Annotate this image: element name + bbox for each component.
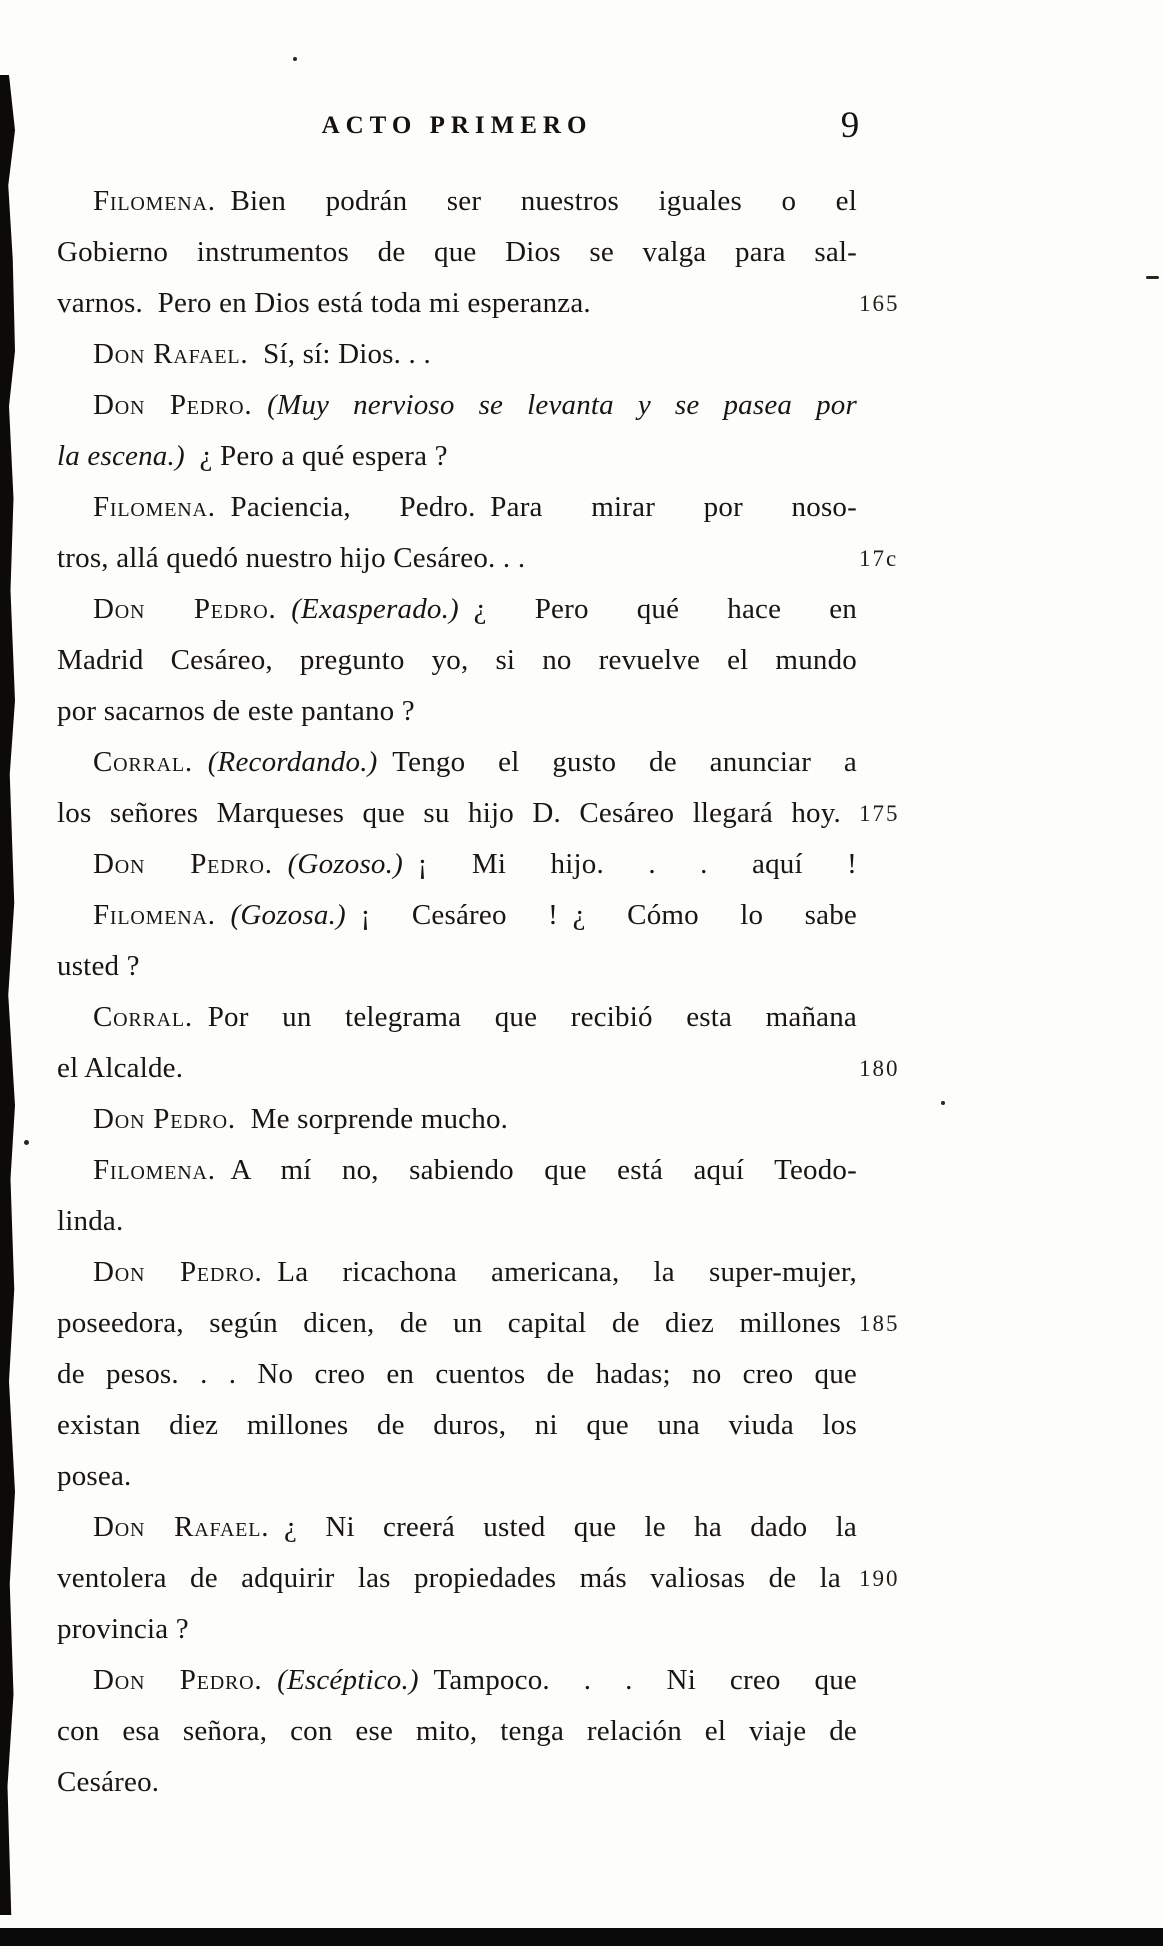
text-line xyxy=(57,1604,857,1655)
dialogue-text: Sí, sí: Dios. . . xyxy=(263,338,431,370)
text-line xyxy=(57,431,857,482)
dialogue-text: ¿ Cómo lo sabe xyxy=(572,899,857,931)
running-head-title: ACTO PRIMERO xyxy=(321,112,593,139)
dialogue-text: provincia ? xyxy=(57,1613,189,1645)
speaker-name: Don Pedro. xyxy=(93,1664,263,1696)
dialogue-text: con esa señora, con ese mito, tenga relación el viaje de xyxy=(57,1715,857,1747)
speaker-name: Corral. xyxy=(93,746,193,778)
dialogue-text: usted ? xyxy=(57,950,140,982)
text-line xyxy=(57,1706,857,1757)
text-line xyxy=(57,1655,857,1706)
text-line xyxy=(57,1196,857,1247)
speaker-name: Don Rafael. xyxy=(93,338,249,370)
text-line xyxy=(57,329,857,380)
dialogue-text: Tampoco. . . Ni creo que xyxy=(433,1664,857,1696)
speaker-name: Filomena. xyxy=(93,1154,216,1186)
dialogue-text: varnos. xyxy=(57,287,143,319)
text-line xyxy=(57,635,857,686)
dialogue-text: Por un telegrama que recibió esta mañana xyxy=(207,1001,857,1033)
dialogue-text: linda. xyxy=(57,1205,124,1237)
dialogue-text: Gobierno instrumentos de que Dios se valga para sal- xyxy=(57,236,857,268)
line-number: 17c xyxy=(859,546,899,571)
dialogue-text: ¿ Pero a qué espera ? xyxy=(199,440,448,472)
speaker-name: Don Pedro. xyxy=(93,1103,236,1135)
text-line xyxy=(57,890,857,941)
page-number: 9 xyxy=(840,105,860,146)
stage-direction: (Recordando.) xyxy=(207,746,378,778)
line-number: 180 xyxy=(859,1056,900,1081)
line-number: 165 xyxy=(859,291,900,316)
dialogue-text: ¿ Ni creerá usted que le ha dado la xyxy=(283,1511,857,1543)
line-number: 190 xyxy=(859,1566,900,1591)
text-line xyxy=(57,1553,900,1604)
dialogue-text: poseedora, según dicen, de un capital de diez millones xyxy=(57,1307,841,1339)
text-line xyxy=(57,686,857,737)
text-line xyxy=(57,1043,900,1094)
dialogue-text: ¡ Cesáreo ! xyxy=(360,899,558,931)
dialogue-text: ¡ Mi hijo. . . aquí ! xyxy=(417,848,857,880)
dialogue-text: ¿ Pero qué hace en xyxy=(473,593,857,625)
stage-direction: (Escéptico.) xyxy=(277,1664,419,1696)
line-number: 185 xyxy=(859,1311,900,1336)
text-line xyxy=(57,1502,857,1553)
text-line xyxy=(57,1145,857,1196)
text-line xyxy=(57,176,857,227)
dialogue-text: ventolera de adquirir las propiedades más valiosas de la xyxy=(57,1562,841,1594)
text-line xyxy=(57,380,857,431)
binding-shadow-band xyxy=(0,75,15,1915)
text-line xyxy=(57,1298,900,1349)
text-line xyxy=(57,482,857,533)
dialogue-text: existan diez millones de duros, ni que una viuda los xyxy=(57,1409,857,1441)
speaker-name: Don Pedro. xyxy=(93,1256,263,1288)
text-block xyxy=(57,176,900,1808)
speaker-name: Corral. xyxy=(93,1001,193,1033)
stage-direction: (Gozosa.) xyxy=(230,899,346,931)
text-line xyxy=(57,1247,857,1298)
dialogue-text: Pero en Dios está toda mi esperanza. xyxy=(157,287,591,319)
dialogue-text: posea. xyxy=(57,1460,132,1492)
stage-direction: (Muy nervioso se levanta y se pasea por xyxy=(267,389,857,421)
text-line xyxy=(57,788,900,839)
dialogue-text: Me sorprende mucho. xyxy=(250,1103,509,1135)
ink-speck xyxy=(1146,276,1159,279)
dialogue-text: Bien podrán ser nuestros iguales o el xyxy=(230,185,857,217)
stage-direction: (Exasperado.) xyxy=(291,593,459,625)
speaker-name: Filomena. xyxy=(93,185,216,217)
dialogue-text: de pesos. . . No creo en cuentos de hadas; no creo que xyxy=(57,1358,857,1390)
text-line xyxy=(57,992,857,1043)
dialogue-text: Para mirar por noso- xyxy=(490,491,857,523)
stage-direction: (Gozoso.) xyxy=(287,848,403,880)
dialogue-text: Tengo el gusto de anunciar a xyxy=(392,746,857,778)
text-line xyxy=(57,941,857,992)
speaker-name: Filomena. xyxy=(93,899,216,931)
dialogue-text: tros, allá quedó nuestro hijo Cesáreo. . . xyxy=(57,542,526,574)
line-number: 175 xyxy=(859,801,900,826)
dialogue-text: Paciencia, Pedro. xyxy=(230,491,476,523)
text-line xyxy=(57,584,857,635)
dialogue-text: el Alcalde. xyxy=(57,1052,184,1084)
text-line xyxy=(57,1451,857,1502)
dialogue-text: La ricachona americana, la super-mujer, xyxy=(277,1256,857,1288)
text-line xyxy=(57,278,900,329)
ink-speck xyxy=(24,1140,29,1145)
speaker-name: Don Rafael. xyxy=(93,1511,270,1543)
dialogue-text: A mí no, sabiendo que está aquí Teodo- xyxy=(230,1154,857,1186)
text-line xyxy=(57,1094,857,1145)
speaker-name: Don Pedro. xyxy=(93,593,277,625)
ink-speck xyxy=(293,57,297,61)
scan-edge-bar xyxy=(0,1928,1163,1946)
stage-direction: la escena.) xyxy=(57,440,185,472)
dialogue-text: Cesáreo. xyxy=(57,1766,160,1798)
speaker-name: Don Pedro. xyxy=(93,848,273,880)
speaker-name: Don Pedro. xyxy=(93,389,253,421)
text-line xyxy=(57,533,899,584)
text-line xyxy=(57,839,857,890)
dialogue-text: Madrid Cesáreo, pregunto yo, si no revuelve el mundo xyxy=(57,644,857,676)
text-line xyxy=(57,1400,857,1451)
text-line xyxy=(57,737,857,788)
speaker-name: Filomena. xyxy=(93,491,216,523)
dialogue-text: por sacarnos de este pantano ? xyxy=(57,695,415,727)
text-line xyxy=(57,1349,857,1400)
ink-speck xyxy=(941,1101,945,1105)
text-line xyxy=(57,227,857,278)
dialogue-text: los señores Marqueses que su hijo D. Cesáreo llegará hoy. xyxy=(57,797,841,829)
text-line xyxy=(57,1757,857,1808)
